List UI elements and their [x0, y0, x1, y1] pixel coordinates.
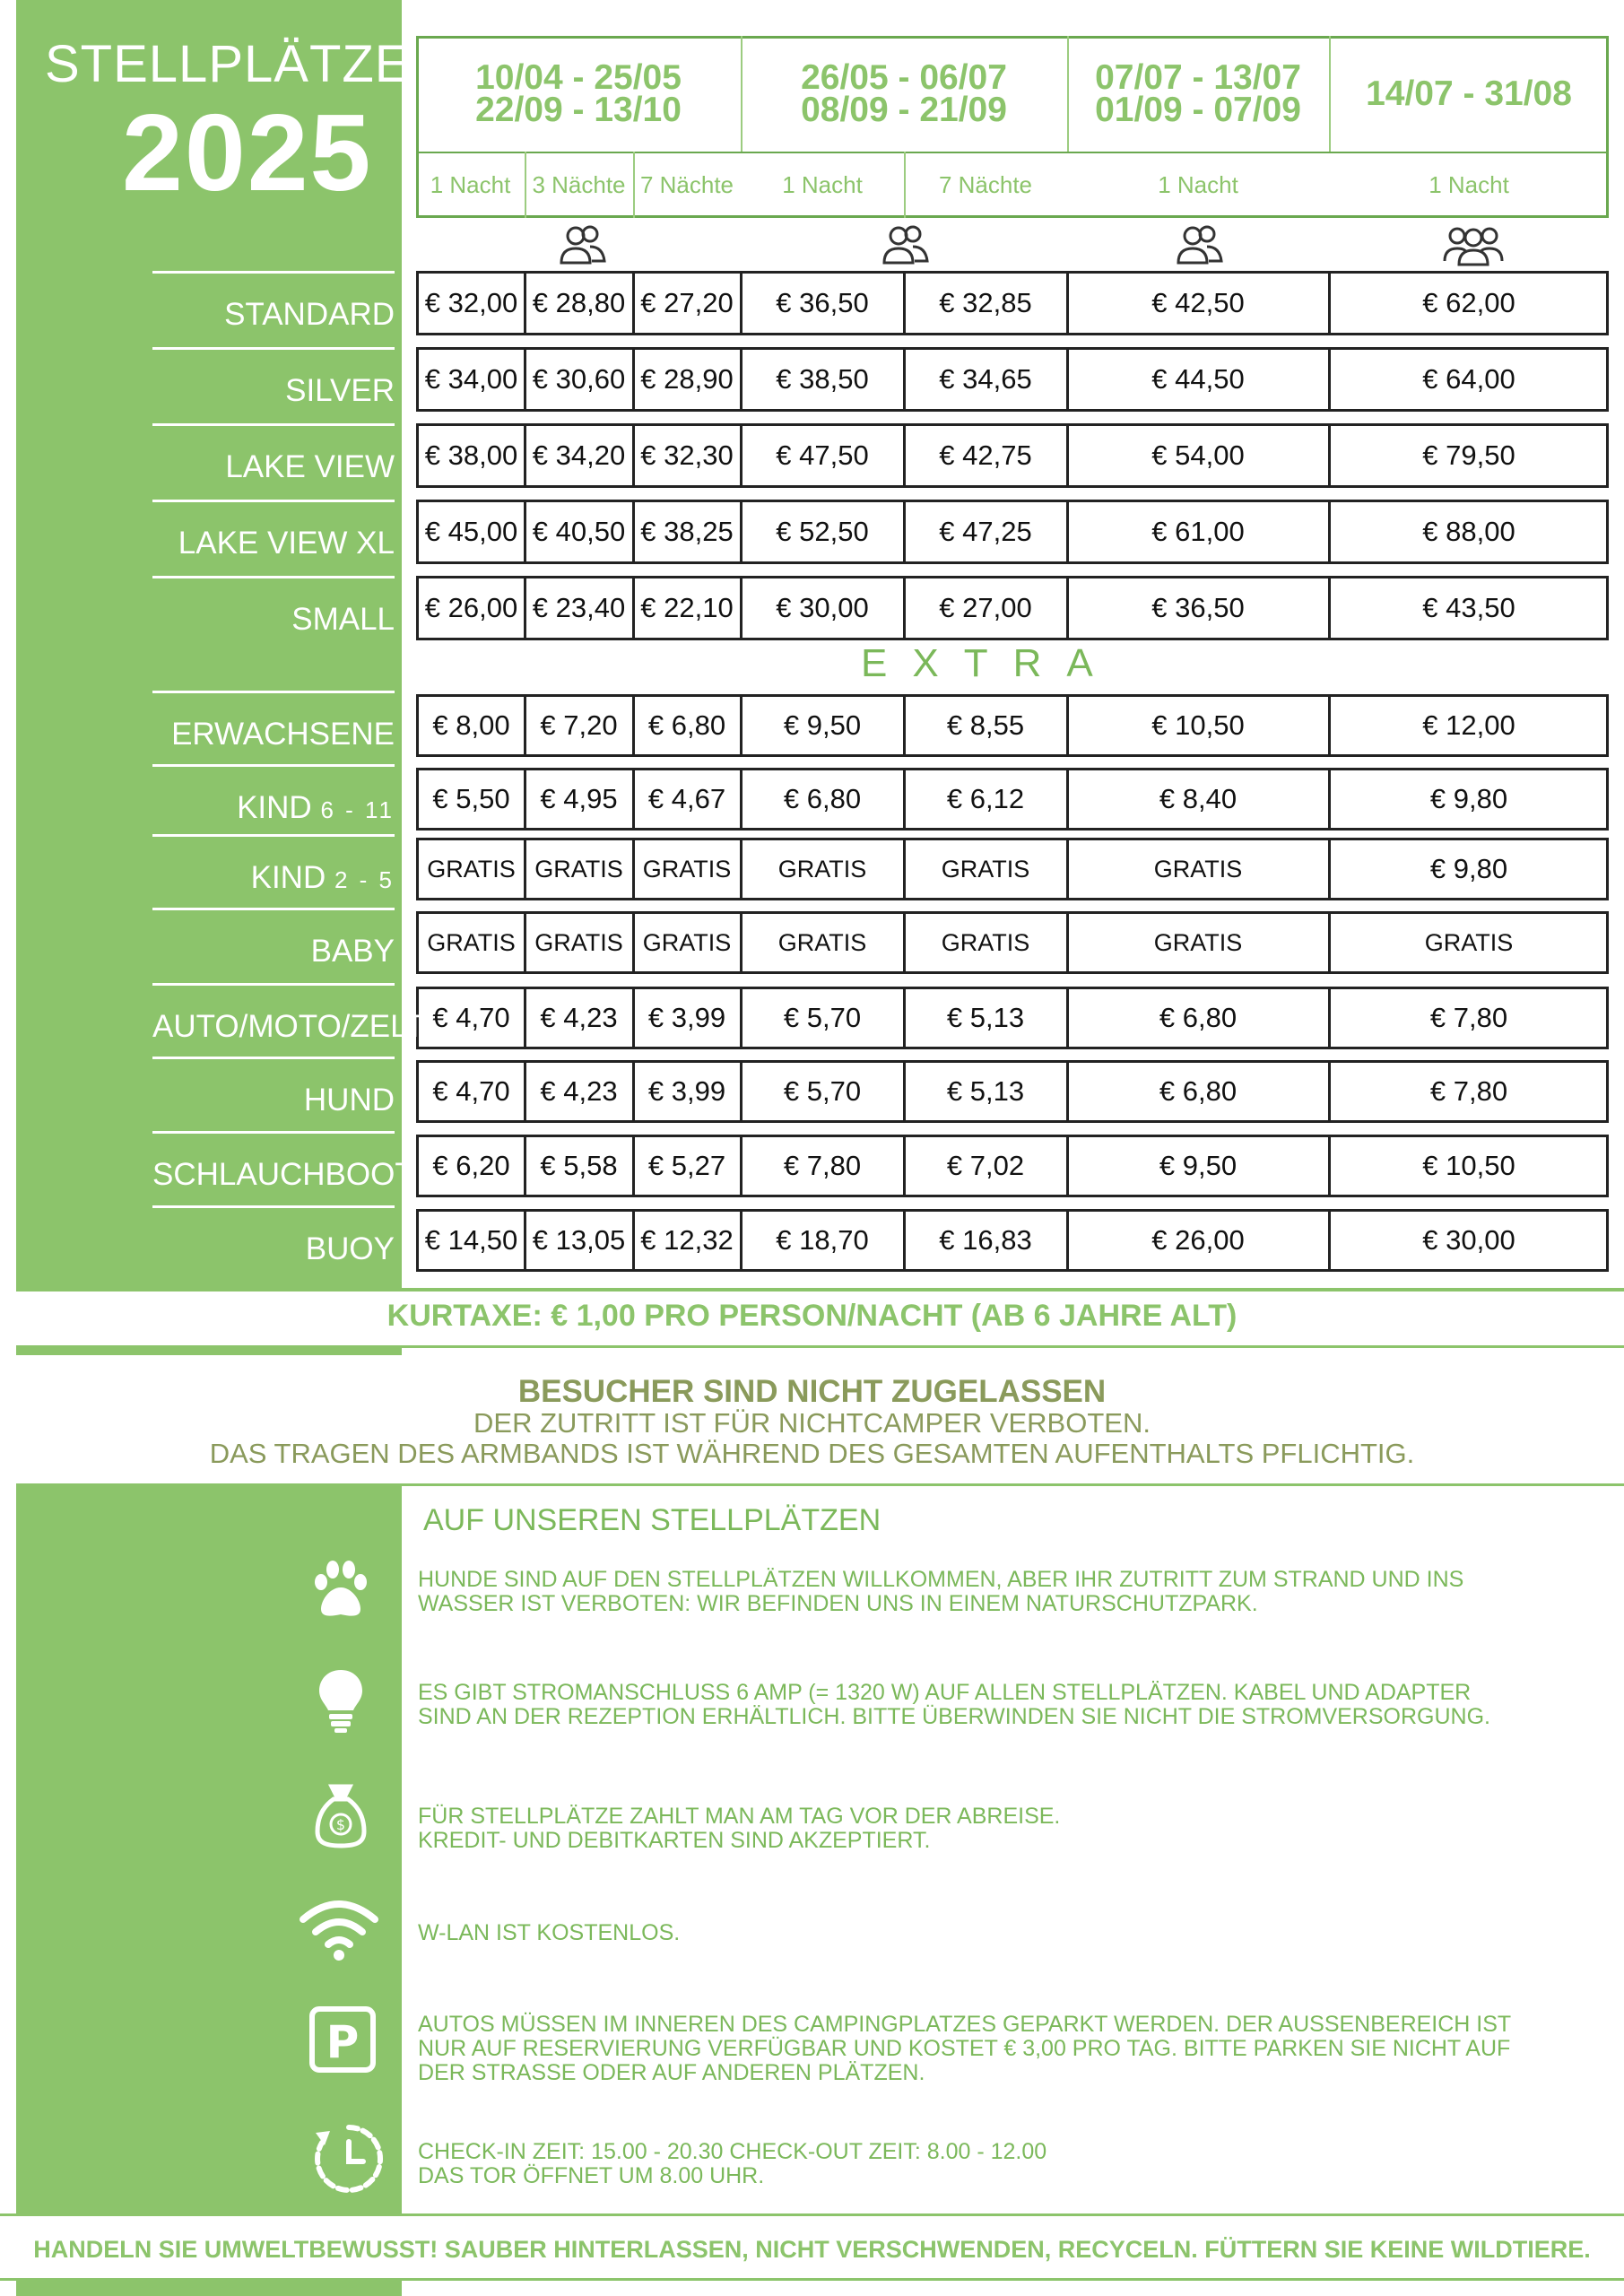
row-label: HUND: [152, 1057, 395, 1128]
price-cell: € 32,30: [640, 439, 734, 471]
row-label: BUOY: [152, 1205, 395, 1277]
price-cell: € 3,99: [647, 1075, 726, 1107]
price-cell: GRATIS: [642, 855, 732, 883]
svg-text:$: $: [335, 1816, 346, 1833]
price-cell: € 47,50: [776, 439, 869, 471]
people-icon: [881, 222, 931, 267]
nights-label: 1 Nacht: [1429, 170, 1509, 198]
price-cell: € 6,80: [783, 783, 862, 814]
price-cell: € 28,90: [640, 363, 734, 395]
row-label: SILVER: [152, 347, 395, 419]
price-cell: € 7,80: [1429, 1002, 1508, 1033]
row-label: KIND 2 - 5: [152, 834, 395, 906]
price-cell: € 4,23: [540, 1075, 618, 1107]
lightbulb-icon: [307, 1666, 375, 1735]
info-text-payment: FÜR STELLPLÄTZE ZAHLT MAN AM TAG VOR DER ABREISE. KREDIT- UND DEBITKARTEN SIND AKZEPTIERT.: [418, 1804, 1061, 1853]
price-cell: € 5,70: [783, 1075, 862, 1107]
nights-label: 1 Nacht: [430, 170, 511, 198]
price-cell: € 30,00: [776, 592, 869, 623]
price-cell: GRATIS: [1153, 855, 1243, 883]
price-cell: € 79,50: [1422, 439, 1515, 471]
people-icon: [1175, 222, 1225, 267]
price-cell: € 5,13: [946, 1002, 1025, 1033]
price-cell: € 23,40: [532, 592, 626, 623]
price-cell: € 16,83: [939, 1224, 1032, 1256]
price-cell: GRATIS: [941, 928, 1030, 956]
price-cell: € 26,00: [1151, 1224, 1245, 1256]
price-cell: € 45,00: [424, 516, 518, 547]
price-cell: € 3,99: [647, 1002, 726, 1033]
period-2-dates: 26/05 - 06/07 08/09 - 21/09: [801, 58, 1007, 129]
price-cell: € 6,80: [1159, 1075, 1238, 1107]
price-cell: € 7,02: [946, 1150, 1025, 1181]
price-cell: € 36,50: [1151, 592, 1245, 623]
price-cell: € 26,00: [424, 592, 518, 623]
price-cell: € 8,55: [946, 709, 1025, 741]
price-cell: € 10,50: [1422, 1150, 1515, 1181]
price-cell: € 5,27: [647, 1150, 726, 1181]
price-cell: € 42,50: [1151, 287, 1245, 318]
price-cell: € 4,95: [540, 783, 618, 814]
price-cell: € 9,80: [1429, 853, 1508, 884]
price-cell: € 8,00: [432, 709, 510, 741]
price-cell: € 4,67: [647, 783, 726, 814]
info-text-wifi: W-LAN IST KOSTENLOS.: [418, 1920, 681, 1945]
info-text-power: ES GIBT STROMANSCHLUSS 6 AMP (= 1320 W) AUF ALLEN STELLPLÄTZEN. KABEL UND ADAPTER SIND AN DER REZEPTION ERHÄLTLICH. BITTE ÜBERWINDEN SIE NICHT DIE STROMVERSORGUNG.: [418, 1680, 1490, 1729]
price-cell: GRATIS: [427, 855, 516, 883]
price-cell: € 44,50: [1151, 363, 1245, 395]
info-text-dogs: HUNDE SIND AUF DEN STELLPLÄTZEN WILLKOMMEN, ABER IHR ZUTRITT ZUM STRAND UND INS WASSER IST VERBOTEN: WIR BEFINDEN UNS IN EINEM NATURSCHUTZPARK.: [418, 1567, 1464, 1616]
price-cell: € 34,00: [424, 363, 518, 395]
price-cell: € 4,23: [540, 1002, 618, 1033]
price-cell: € 7,80: [1429, 1075, 1508, 1107]
period-4-dates: 14/07 - 31/08: [1366, 74, 1572, 113]
kurtaxe-note: KURTAXE: € 1,00 PRO PERSON/NACHT (AB 6 JAHRE ALT): [386, 1299, 1238, 1333]
price-cell: € 4,70: [432, 1075, 510, 1107]
price-cell: € 10,50: [1151, 709, 1245, 741]
price-cell: € 64,00: [1422, 363, 1515, 395]
period-1-dates: 10/04 - 25/05 22/09 - 13/10: [475, 58, 682, 129]
row-label: ERWACHSENE: [152, 691, 395, 762]
visitor-notice-line: DER ZUTRITT IST FÜR NICHTCAMPER VERBOTEN.: [473, 1407, 1151, 1439]
clock-icon: [310, 2120, 387, 2197]
price-cell: GRATIS: [777, 928, 867, 956]
info-text-parking: AUTOS MÜSSEN IM INNEREN DES CAMPINGPLATZES GEPARKT WERDEN. DER AUSSENBEREICH IST NUR AUF RESERVIERUNG VERFÜGBAR UND KOSTET € 3,00 PRO TAG. BITTE PARKEN SIE NICHT AUF DER STRASSE ODER AUF ANDEREN PLÄTZEN.: [418, 2012, 1512, 2085]
people-icon: [558, 222, 608, 267]
price-cell: GRATIS: [941, 855, 1030, 883]
price-cell: € 5,50: [432, 783, 510, 814]
price-cell: GRATIS: [427, 928, 516, 956]
price-cell: GRATIS: [534, 928, 623, 956]
nights-label: 3 Nächte: [532, 170, 626, 198]
price-cell: € 47,25: [939, 516, 1032, 547]
price-cell: € 6,80: [647, 709, 726, 741]
page-year: 2025: [122, 91, 373, 213]
price-cell: € 32,00: [424, 287, 518, 318]
price-cell: € 8,40: [1159, 783, 1238, 814]
parking-icon: [308, 2005, 377, 2074]
price-cell: GRATIS: [534, 855, 623, 883]
price-cell: € 22,10: [640, 592, 734, 623]
price-cell: GRATIS: [1424, 928, 1514, 956]
paw-icon: [307, 1555, 375, 1623]
price-cell: € 36,50: [776, 287, 869, 318]
price-cell: € 28,80: [532, 287, 626, 318]
price-cell: € 5,58: [540, 1150, 618, 1181]
price-cell: € 6,12: [946, 783, 1025, 814]
price-cell: € 6,20: [432, 1150, 510, 1181]
price-cell: € 43,50: [1422, 592, 1515, 623]
nights-label: 7 Nächte: [938, 170, 1033, 198]
row-label: LAKE VIEW: [152, 423, 395, 495]
price-cell: € 6,80: [1159, 1002, 1238, 1033]
price-cell: GRATIS: [642, 928, 732, 956]
price-cell: € 88,00: [1422, 516, 1515, 547]
wristband-notice: DAS TRAGEN DES ARMBANDS IST WÄHREND DES GESAMTEN AUFENTHALTS PFLICHTIG.: [209, 1438, 1415, 1469]
price-cell: € 12,00: [1422, 709, 1515, 741]
row-label: AUTO/MOTO/ZELT: [152, 983, 395, 1055]
row-label: KIND 6 - 11: [152, 764, 395, 836]
info-title: AUF UNSEREN STELLPLÄTZEN: [423, 1503, 881, 1537]
nights-label: 1 Nacht: [782, 170, 863, 198]
price-cell: € 4,70: [432, 1002, 510, 1033]
price-cell: € 54,00: [1151, 439, 1245, 471]
row-label: SCHLAUCHBOOT: [152, 1131, 395, 1203]
price-cell: € 14,50: [424, 1224, 518, 1256]
price-cell: € 30,60: [532, 363, 626, 395]
price-cell: € 42,75: [939, 439, 1032, 471]
price-cell: € 18,70: [776, 1224, 869, 1256]
nights-label: 1 Nacht: [1158, 170, 1238, 198]
info-text-checkin: CHECK-IN ZEIT: 15.00 - 20.30 CHECK-OUT ZEIT: 8.00 - 12.00 DAS TOR ÖFFNET UM 8.00 UHR.: [418, 2139, 1047, 2188]
price-cell: € 30,00: [1422, 1224, 1515, 1256]
price-cell: € 7,20: [540, 709, 618, 741]
price-cell: € 38,50: [776, 363, 869, 395]
period-3-dates: 07/07 - 13/07 01/09 - 07/09: [1095, 58, 1301, 129]
price-cell: € 34,20: [532, 439, 626, 471]
page-title: STELLPLÄTZE: [45, 35, 411, 93]
money-bag-icon: [307, 1781, 375, 1849]
visitor-notice-title: BESUCHER SIND NICHT ZUGELASSEN: [517, 1374, 1107, 1409]
row-label: BABY: [152, 908, 395, 979]
price-cell: € 13,05: [532, 1224, 626, 1256]
price-cell: € 38,00: [424, 439, 518, 471]
price-cell: GRATIS: [1153, 928, 1243, 956]
price-cell: € 38,25: [640, 516, 734, 547]
price-cell: GRATIS: [777, 855, 867, 883]
svg-text:P: P: [326, 2016, 360, 2068]
row-label: SMALL: [152, 576, 395, 648]
price-cell: € 27,00: [939, 592, 1032, 623]
price-cell: € 9,50: [1159, 1150, 1238, 1181]
people-group-icon: [1442, 222, 1505, 267]
price-cell: € 34,65: [939, 363, 1032, 395]
price-cell: € 5,70: [783, 1002, 862, 1033]
price-cell: € 9,50: [783, 709, 862, 741]
nights-label: 7 Nächte: [639, 170, 734, 198]
price-cell: € 5,13: [946, 1075, 1025, 1107]
extra-heading: EXTRA: [861, 641, 1118, 685]
wifi-icon: [296, 1896, 382, 1964]
price-cell: € 40,50: [532, 516, 626, 547]
price-cell: € 32,85: [939, 287, 1032, 318]
price-cell: € 7,80: [783, 1150, 862, 1181]
row-label: STANDARD: [152, 271, 395, 343]
price-cell: € 61,00: [1151, 516, 1245, 547]
price-cell: € 27,20: [640, 287, 734, 318]
price-cell: € 62,00: [1422, 287, 1515, 318]
footer-eco-note: HANDELN SIE UMWELTBEWUSST! SAUBER HINTERLASSEN, NICHT VERSCHWENDEN, RECYCELN. FÜTTERN SIE KEINE WILDTIERE.: [33, 2236, 1591, 2263]
price-cell: € 52,50: [776, 516, 869, 547]
price-cell: € 12,32: [640, 1224, 734, 1256]
price-cell: € 9,80: [1429, 783, 1508, 814]
row-label: LAKE VIEW XL: [152, 500, 395, 571]
